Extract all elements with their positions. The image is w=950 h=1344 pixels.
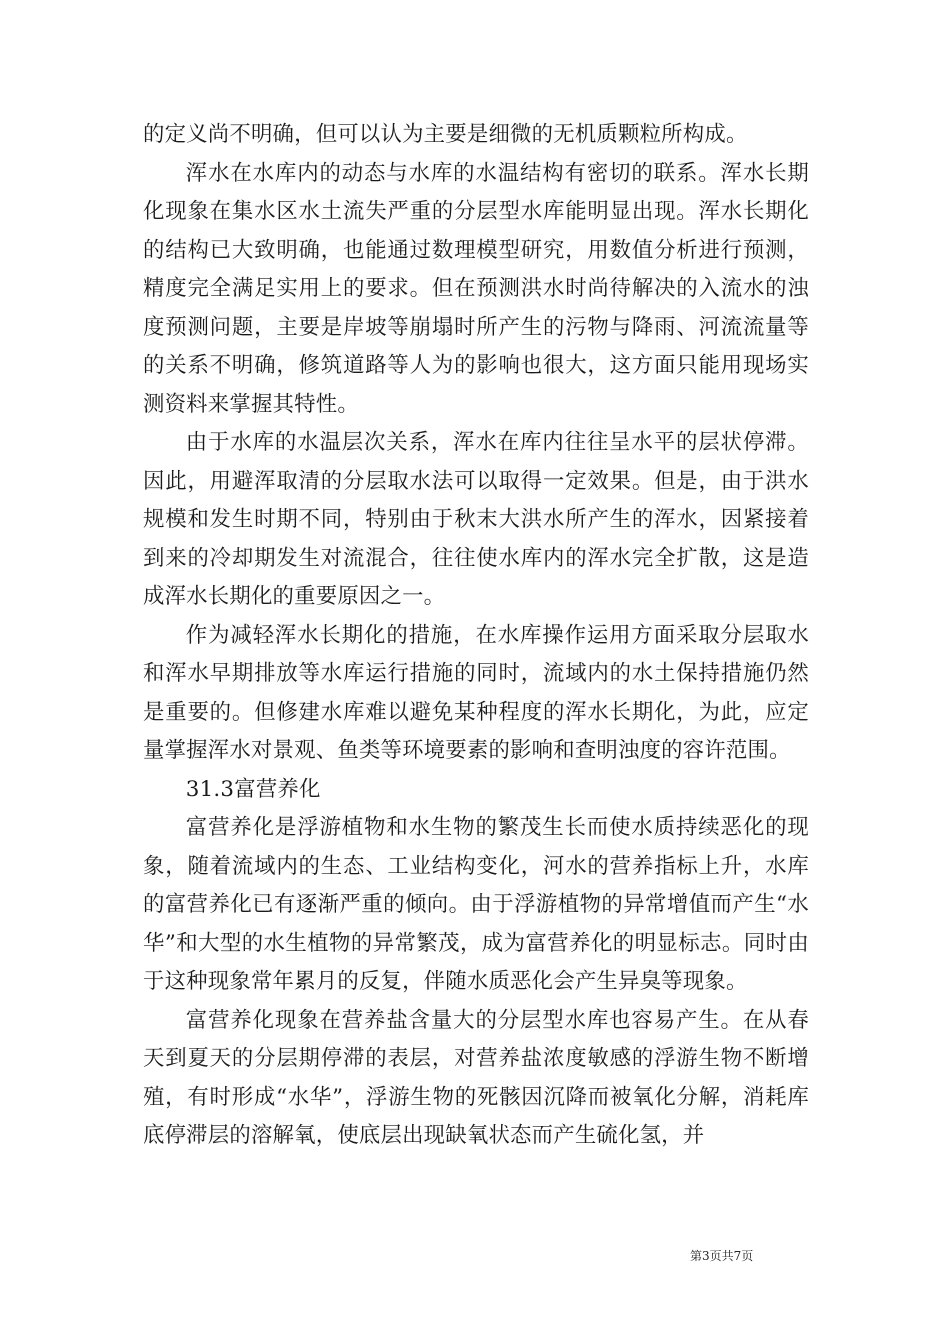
paragraph-eutrophication-definition: 富营养化是浮游植物和水生物的繁茂生长而使水质持续恶化的现象，随着流域内的生态、工业结构变化，河水的营养指标上升，水库的富营养化已有逐渐严重的倾向。由于浮游植物的异常增值而产生“水华”和大型的水生植物的异常繁茂，成为富营养化的明显标志。同时由于这种现象常年累月的反复，伴随水质恶化会产生异臭等现象。 (143, 815, 809, 994)
section-heading-eutrophication: 31.3富营养化 (185, 776, 321, 802)
document-body (143, 116, 809, 1156)
paragraph-eutrophication-stratified: 富营养化现象在营养盐含量大的分层型水库也容易产生。在从春天到夏天的分层期停滞的表层，对营养盐浓度敏感的浮游生物不断增殖，有时形成“水华”，浮游生物的死骸因沉降而被氧化分解，消耗库底停滞层的溶解氧，使底层出现缺氧状态而产生硫化氢，并 (143, 1007, 809, 1148)
page-number-footer: 第3页共7页 (690, 1249, 754, 1263)
paragraph-continuation: 的定义尚不明确，但可以认为主要是细微的无机质颗粒所构成。 (143, 122, 748, 147)
paragraph-mitigation-measures: 作为减轻浑水长期化的措施，在水库操作运用方面采取分层取水和浑水早期排放等水库运行措施的同时，流域内的水土保持措施仍然是重要的。但修建水库难以避免某种程度的浑水长期化，为此，应定量掌握浑水对景观、鱼类等环境要素的影响和查明浊度的容许范围。 (143, 622, 809, 763)
paragraph-layered-stagnation: 由于水库的水温层次关系，浑水在库内往往呈水平的层状停滞。因此，用避浑取清的分层取水法可以取得一定效果。但是，由于洪水规模和发生时期不同，特别由于秋末大洪水所产生的浑水，因紧接着到来的冷却期发生对流混合，往往使水库内的浑水完全扩散，这是造成浑水长期化的重要原因之一。 (143, 430, 809, 609)
paragraph-turbid-water-dynamics: 浑水在水库内的动态与水库的水温结构有密切的联系。浑水长期化现象在集水区水土流失严重的分层型水库能明显出现。浑水长期化的结构已大致明确，也能通过数理模型研究，用数值分析进行预测，精度完全满足实用上的要求。但在预测洪水时尚待解决的入流水的浊度预测问题，主要是岸坡等崩塌时所产生的污物与降雨、河流流量等的关系不明确，修筑道路等人为的影响也很大，这方面只能用现场实测资料来掌握其特性。 (143, 160, 809, 417)
